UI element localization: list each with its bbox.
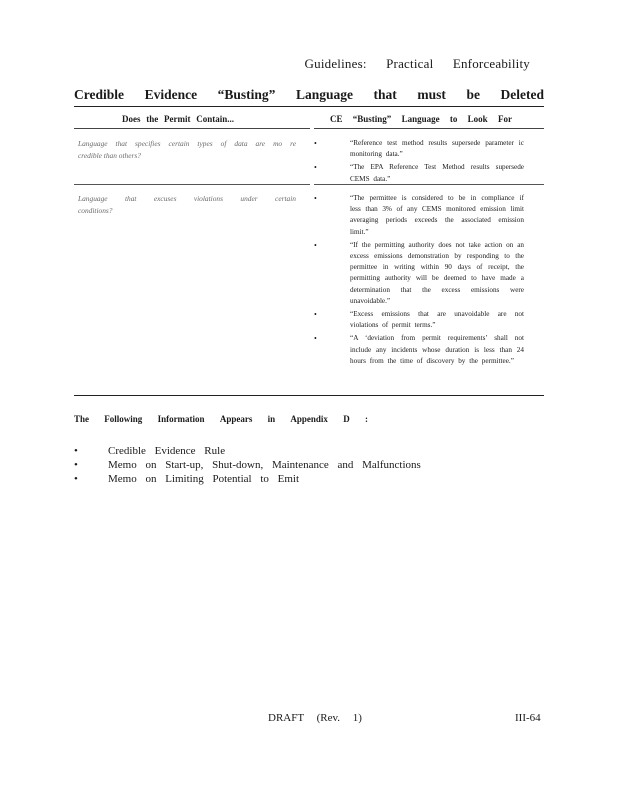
example-list	[314, 193, 524, 369]
question-line: conditions?	[78, 205, 113, 215]
title-word: “Busting”	[217, 87, 276, 102]
appendix-word: The	[74, 414, 90, 424]
appendix-word: :	[364, 414, 368, 424]
example-text: “If the permitting authority does not take action on an excess emissions demonstration by responding to the permittee in writing within 90 days of receipt, the permitting authority will be deemed to have made a determination that the excess emissions were unavoidable.”	[350, 240, 524, 305]
column-header-rule	[74, 128, 310, 129]
column-header-language	[330, 114, 512, 124]
title-word: must	[417, 87, 446, 102]
title-word: Evidence	[144, 87, 198, 102]
question-line: Language that specifies certain types of data are mo re	[78, 139, 296, 148]
footer-draft-label: DRAFT (Rev. 1)	[268, 712, 362, 724]
column-header-word: For	[497, 114, 512, 124]
appendix-word: D	[343, 414, 350, 424]
bullet-icon: •	[74, 459, 78, 471]
row-question	[78, 193, 296, 216]
bullet-icon: •	[314, 240, 317, 250]
column-header-word: to	[449, 114, 458, 124]
row-question	[78, 138, 296, 161]
column-header-word: Permit	[164, 114, 191, 124]
appendix-heading	[74, 414, 368, 424]
bullet-icon: •	[314, 310, 317, 320]
column-header-word: Does	[122, 114, 141, 124]
example-text: “The EPA Reference Test Method results supersede CEMS data.”	[350, 163, 524, 183]
title-word: Deleted	[500, 87, 544, 102]
example-text: “A ‘deviation from permit requirements’ shall not include any incidents whose duration is less than 24 hours from the time of discovery by the permittee.”	[350, 334, 524, 365]
appendix-word: Appendix	[290, 414, 328, 424]
title-word: be	[466, 87, 480, 102]
column-header-word: Language	[401, 114, 440, 124]
appendix-word: Information	[157, 414, 205, 424]
list-item	[314, 333, 524, 367]
row-divider	[74, 184, 310, 185]
list-item	[74, 444, 421, 458]
appendix-word: Following	[104, 414, 143, 424]
title-word: that	[373, 87, 397, 102]
title-word: Credible	[74, 87, 124, 102]
example-text: “Reference test method results supersede parameter ic monitoring data.”	[350, 139, 524, 159]
appendix-item: Memo on Start-up, Shut-down, Maintenance and Malfunctions	[108, 459, 421, 471]
list-item	[74, 458, 421, 472]
page-header: Guidelines: Practical Enforceability	[304, 56, 530, 71]
title-word: Language	[295, 87, 353, 102]
page-number: III-64	[515, 712, 541, 724]
document-title	[74, 87, 544, 103]
appendix-item: Credible Evidence Rule	[108, 445, 226, 457]
example-list	[314, 138, 524, 187]
column-header-word: Look	[467, 114, 488, 124]
question-line: Language that excuses violations under certain	[78, 194, 296, 203]
appendix-item: Memo on Limiting Potential to Emit	[108, 473, 300, 485]
column-header-rule	[314, 128, 544, 129]
bullet-icon: •	[314, 163, 317, 173]
example-text: “The permittee is considered to be in compliance if less than 3% of any CEMS monitored emission limit averaging periods exceeds the associated emission limit.”	[350, 194, 524, 236]
table-bottom-rule	[74, 395, 544, 396]
column-header-word: Contain...	[196, 114, 234, 124]
appendix-word: Appears	[219, 414, 253, 424]
example-text: “Excess emissions that are unavoidable are not violations of permit terms.”	[350, 310, 524, 330]
column-header-word: “Busting”	[352, 114, 392, 124]
list-item	[314, 162, 524, 184]
list-item	[314, 309, 524, 331]
column-header-permit	[122, 114, 234, 124]
column-header-word: the	[146, 114, 159, 124]
appendix-list	[74, 444, 421, 486]
list-item	[74, 472, 421, 486]
row-divider	[314, 184, 544, 185]
appendix-word: in	[267, 414, 276, 424]
bullet-icon: •	[74, 445, 78, 457]
list-item	[314, 240, 524, 307]
column-header-word: CE	[330, 114, 343, 124]
question-line: credible than others?	[78, 150, 141, 160]
list-item	[314, 138, 524, 160]
bullet-icon: •	[314, 334, 317, 344]
bullet-icon: •	[314, 139, 317, 148]
title-rule	[74, 106, 544, 107]
bullet-icon: •	[74, 473, 78, 485]
bullet-icon: •	[314, 194, 317, 203]
list-item	[314, 193, 524, 238]
